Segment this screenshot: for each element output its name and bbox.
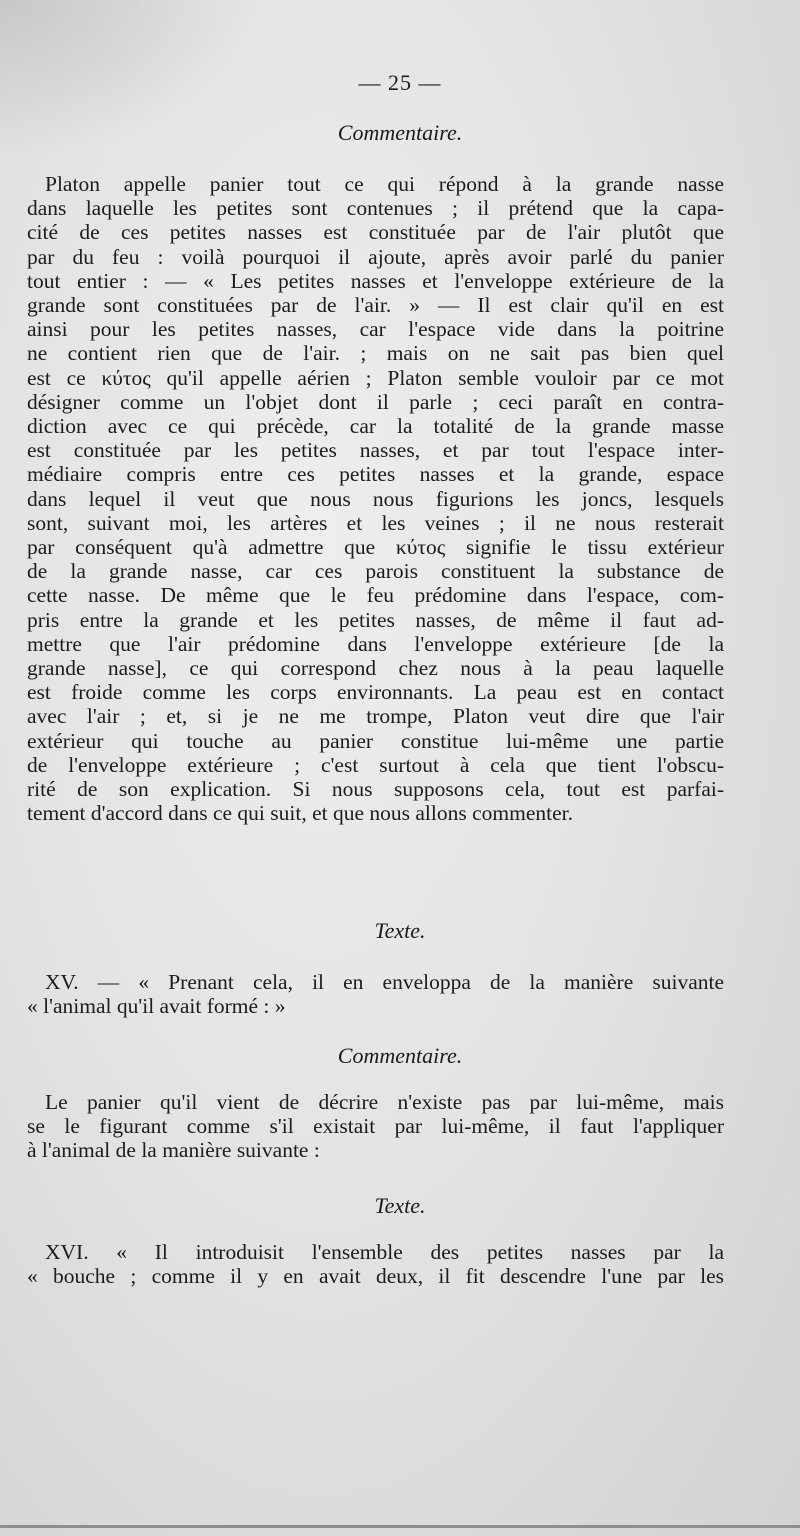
text-line: de la grande nasse, car ces parois constituent la substance de	[27, 559, 724, 584]
text-line: de l'enveloppe extérieure ; c'est surtout à cela que tient l'obscu-	[27, 752, 724, 777]
text-line: grande nasse], ce qui correspond chez nous à la peau laquelle	[27, 656, 724, 681]
text-line: se le figurant comme s'il existait par lui-même, il faut l'appliquer	[27, 1114, 724, 1139]
section-heading: Commentaire.	[337, 120, 463, 145]
text-line: « bouche ; comme il y en avait deux, il fit descendre l'une par les	[27, 1264, 724, 1289]
text-line: dans lequel il veut que nous nous figurions les joncs, lesquels	[27, 486, 724, 511]
text-line: Platon appelle panier tout ce qui répond à la grande nasse	[45, 172, 724, 196]
text-line: cette nasse. De même que le feu prédomine dans l'espace, com-	[27, 583, 724, 608]
section-heading: Texte.	[374, 1193, 426, 1218]
page-number: — 25 —	[358, 70, 442, 95]
section-heading: Texte.	[374, 918, 426, 943]
text-line: « l'animal qu'il avait formé : »	[27, 994, 286, 1019]
text-line: diction avec ce qui précède, car la totalité de la grande masse	[27, 414, 724, 439]
text-line: rité de son explication. Si nous supposons cela, tout est parfai-	[27, 777, 724, 802]
text-line: dans laquelle les petites sont contenues ; il prétend que la capa-	[27, 196, 724, 221]
text-line: tement d'accord dans ce qui suit, et que nous allons commenter.	[27, 801, 574, 826]
section-heading: Commentaire.	[337, 1043, 463, 1068]
text-line: sont, suivant moi, les artères et les veines ; il ne nous resterait	[27, 510, 724, 535]
text-line: médiaire compris entre ces petites nasses et la grande, espace	[27, 462, 724, 487]
text-paragraph	[27, 1240, 724, 1288]
text-line: tout entier : — « Les petites nasses et l'enveloppe extérieure de la	[27, 268, 724, 293]
text-line: mettre que l'air prédomine dans l'enveloppe extérieure [de la	[27, 631, 724, 656]
text-line: pris entre la grande et les petites nasses, de même il faut ad-	[27, 607, 724, 632]
commentary-paragraph	[27, 1090, 724, 1163]
text-line: XV. — « Prenant cela, il en enveloppa de la manière suivante	[45, 970, 724, 994]
commentary-paragraph	[27, 172, 724, 825]
text-line: ainsi pour les petites nasses, car l'espace vide dans la poitrine	[27, 317, 724, 342]
text-line: est ce κύτος qu'il appelle aérien ; Platon semble vouloir par ce mot	[27, 365, 724, 390]
text-line: ne contient rien que de l'air. ; mais on ne sait pas bien quel	[27, 341, 724, 366]
text-line: XVI. « Il introduisit l'ensemble des petites nasses par la	[45, 1240, 724, 1264]
text-line: grande sont constituées par de l'air. » — Il est clair qu'il en est	[27, 293, 724, 318]
text-line: par du feu : voilà pourquoi il ajoute, après avoir parlé du panier	[27, 244, 724, 269]
text-line: extérieur qui touche au panier constitue lui-même une partie	[27, 728, 724, 753]
text-line: par conséquent qu'à admettre que κύτος signifie le tissu extérieur	[27, 535, 724, 560]
text-line: est constituée par les petites nasses, et par tout l'espace inter-	[27, 438, 724, 463]
page-edge-line	[0, 1525, 800, 1528]
text-line: avec l'air ; et, si je ne me trompe, Platon veut dire que l'air	[27, 704, 724, 729]
text-paragraph	[27, 970, 724, 1018]
text-line: cité de ces petites nasses est constituée par de l'air plutôt que	[27, 220, 724, 245]
text-line: à l'animal de la manière suivante :	[27, 1138, 320, 1163]
text-line: désigner comme un l'objet dont il parle ; ceci paraît en contra-	[27, 389, 724, 414]
text-line: Le panier qu'il vient de décrire n'existe pas par lui-même, mais	[45, 1090, 724, 1114]
text-line: est froide comme les corps environnants. La peau est en contact	[27, 680, 724, 705]
